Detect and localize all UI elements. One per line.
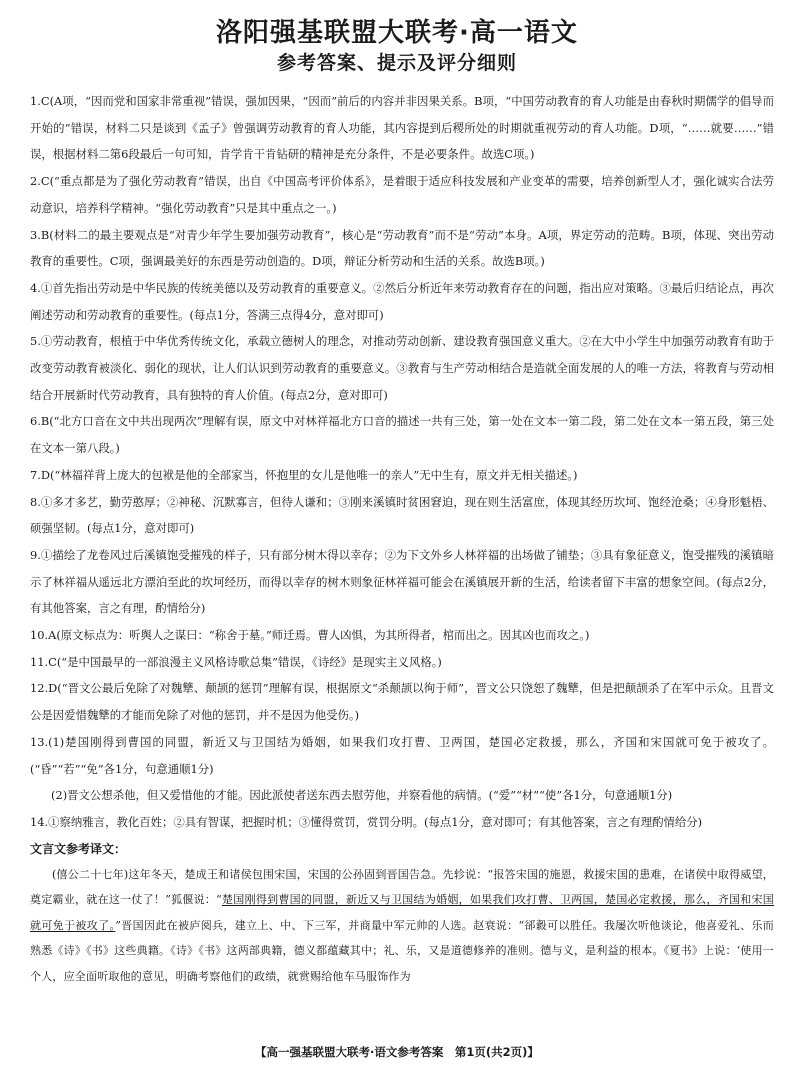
answer-subitem: (2)晋文公想杀他，但又爱惜他的才能。因此派使者送东西去慰劳他，并察看他的病情。(“爱”“材”“使”各1分，句意通顺1分) <box>51 788 673 803</box>
answer-item: 2.C(“重点都是为了强化劳动教育”错误，出自《中国高考评价体系》，是着眼于适应科技发展和产业变革的需要，培养创新型人才，强化诚实合法劳动意识，培养科学精神。“强化劳动教育”只是其中重点之一。) <box>30 174 774 215</box>
answer-item: 7.D(“林福祥背上庞大的包袱是他的全部家当，怀抱里的女儿是他唯一的亲人”无中生有，原文并无相关描述。) <box>30 467 578 482</box>
page-title: 洛阳强基联盟大联考·高一语文 <box>216 18 578 48</box>
answer-item: 14.①察纳雅言，教化百姓；②具有智谋，把握时机；③懂得赏罚，赏罚分明。(每点1分，意对即可；有其他答案，言之有理酌情给分) <box>30 814 703 829</box>
answer-item: 5.①劳动教育，根植于中华优秀传统文化，承载立德树人的理念，对推动劳动创新、建设教育强国意义重大。②在大中小学生中加强劳动教育有助于改变劳动教育被淡化、弱化的现状，让人们认识到劳动教育的重要意义。③教育与生产劳动相结合是造就全面发展的人的唯一方法，将教育与劳动相结合开展新时代劳动教育，具有独特的育人价值。(每点2分，意对即可) <box>30 334 774 402</box>
answer-item: 8.①多才多艺，勤劳憨厚；②神秘、沉默寡言，但待人谦和；③刚来溪镇时贫困窘迫，现在则生活富庶，体现其经历坎坷、饱经沧桑；④身形魁梧、硕强坚韧。(每点1分，意对即可) <box>30 494 774 536</box>
answer-item: 11.C(“是中国最早的一部浪漫主义风格诗歌总集”错误，《诗经》是现实主义风格。) <box>30 654 442 669</box>
answer-item: 9.①描绘了龙卷风过后溪镇饱受摧残的样子，只有部分树木得以幸存；②为下文外乡人林祥福的出场做了铺垫；③具有象征意义，饱受摧残的溪镇暗示了林祥福从遥远北方漂泊至此的坎坷经历，而得以幸存的树木则象征林祥福可能会在溪镇展开新的生活，给读者留下丰富的想象空间。(每点2分，有其他答案，言之有理，酌情给分) <box>30 547 774 616</box>
answer-item: 10.A(原文标点为：听舆人之谋曰：“称舍于墓。”师迁焉。曹人凶惧，为其所得者，棺而出之。因其凶也而攻之。) <box>30 628 590 643</box>
translation-heading: 文言文参考译文： <box>30 841 127 856</box>
page-subtitle: 参考答案、提示及评分细则 <box>276 52 517 74</box>
answer-item: 3.B(材料二的最主要观点是“对青少年学生要加强劳动教育”，核心是“劳动教育”而不是“劳动”本身。A项，界定劳动的范畴。B项，体现、突出劳动教育的重要性。C项，强调最美好的东西是劳动创造的。D项，辩证分析劳动和生活的关系。故选B项。) <box>30 227 774 269</box>
translation-paragraph: (僖公二十七年)这年冬天，楚成王和诸侯包围宋国，宋国的公孙固到晋国告急。先轸说：“报答宋国的施恩，救援宋国的患难，在诸侯中取得威望，奠定霸业，就在这一仗了！”狐偃说：“楚国刚得到曹国的同盟，新近又与卫国结为婚姻，如果我们攻打曹、卫两国，楚国必定救援，那么，齐国和宋国就可免于被攻了。”晋国因此在被庐阅兵，建立上、中、下三军，并商量中军元帅的人选。赵衰说：“郤縠可以胜任。我屡次听他谈论，他喜爱礼、乐而熟悉《诗》《书》这些典籍。《诗》《书》这两部典籍，德义都蕴藏其中；礼、乐，又是道德修养的准则。德与义，是利益的根本。《夏书》上说：‘使用一个人，应全面听取他的意见，明确考察他们的政绩，就赏赐给他车马服饰作为 <box>30 867 774 984</box>
answer-item: 12.D(“晋文公最后免除了对魏犨、颠颉的惩罚”理解有误，根据原文“杀颠颉以徇于师”，晋文公只饶恕了魏犨，但是把颠颉杀了在军中示众。且晋文公是因爱惜魏犨的才能而免除了对他的惩罚，并不是因为他受伤。) <box>30 681 774 723</box>
answer-item: 13.(1)楚国刚得到曹国的同盟，新近又与卫国结为婚姻，如果我们攻打曹、卫两国，楚国必定救援，那么，齐国和宋国就可免于被攻了。(“昏”“若”“免”各1分，句意通顺1分) <box>30 734 774 776</box>
answer-body <box>30 88 774 990</box>
underlined-sentence: 楚国刚得到曹国的同盟，新近又与卫国结为婚姻，如果我们攻打曹、卫两国，楚国必定救援，那么，齐国和宋国就可免于被攻了。 <box>30 893 774 932</box>
answer-item: 6.B(“北方口音在文中共出现两次”理解有误，原文中对林祥福北方口音的描述一共有三处，第一处在文本一第二段，第二处在文本一第五段，第三处在文本一第八段。) <box>30 414 774 456</box>
page-footer: 【高一强基联盟大联考·语文参考答案 第1页(共2页)】 <box>255 1045 539 1059</box>
answer-item: 1.C(A项，“因而党和国家非常重视”错误，强加因果，“因而”前后的内容并非因果关系。B项，“中国劳动教育的育人功能是由春秋时期儒学的倡导而开始的”错误，材料二只是谈到《孟子》曾强调劳动教育的育人功能，其内容提到后稷所处的时期就重视劳动的育人功能。D项，“……就要……”错误，根据材料二第6段最后一句可知，肯学肯干肯钻研的精神是充分条件，不是必要条件。故选C项。) <box>30 94 774 162</box>
answer-item: 4.①首先指出劳动是中华民族的传统美德以及劳动教育的重要意义。②然后分析近年来劳动教育存在的问题，指出应对策略。③最后归结论点，再次阐述劳动和劳动教育的重要性。(每点1分，答满三点得4分，意对即可) <box>30 280 774 322</box>
